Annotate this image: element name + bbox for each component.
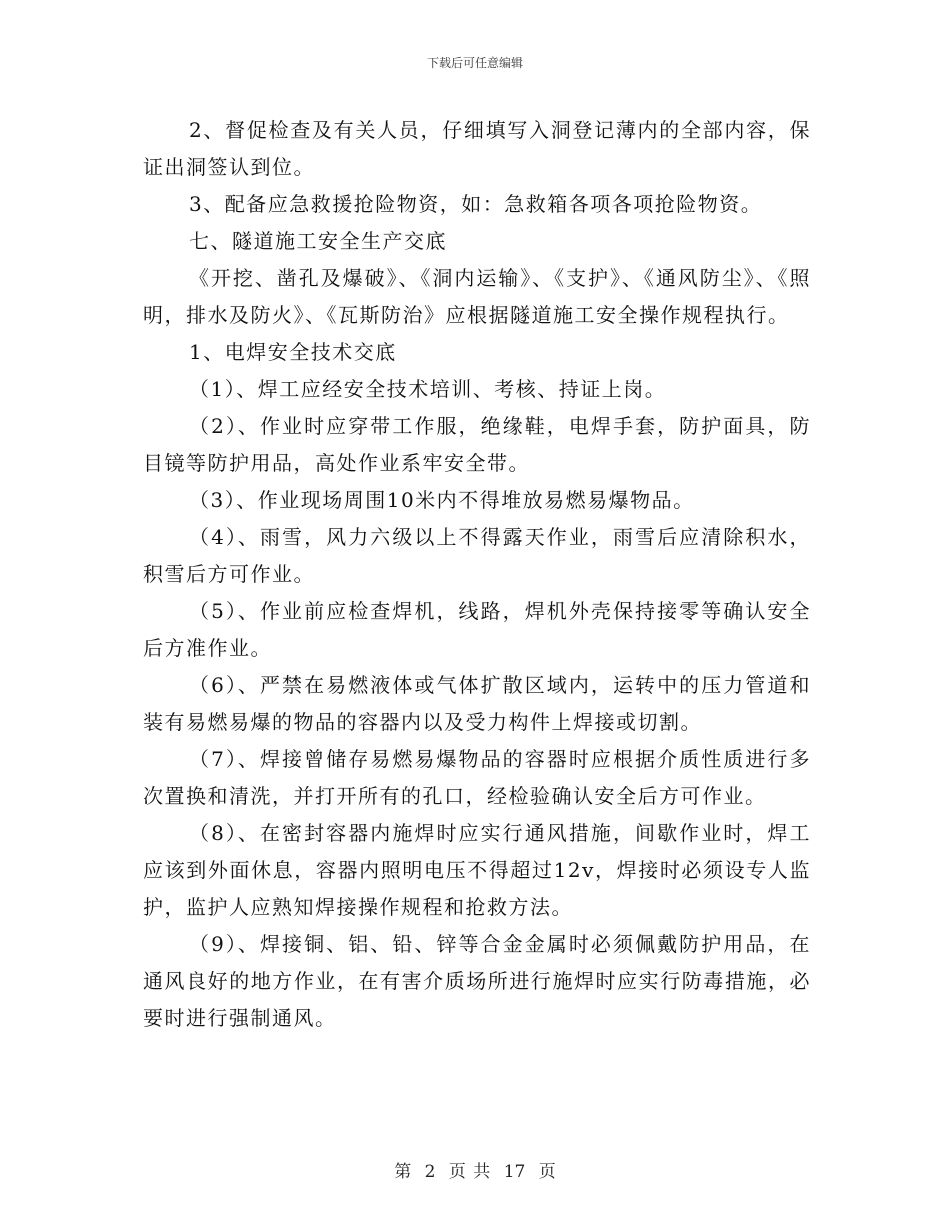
header-note: 下载后可任意编辑 [426, 56, 523, 70]
clause-5: （5）、作业前应检查焊机，线路，焊机外壳保持接零等确认安全后方准作业。 [143, 599, 811, 660]
clause-8: （8）、在密封容器内施焊时应实行通风措施，间歇作业时，焊工应该到外面休息，容器内照明电压不得超过12v，焊接时必须设专人监护，监护人应熟知焊接操作规程和抢救方法。 [143, 821, 811, 919]
document-body [143, 112, 811, 1037]
clause-7: （7）、焊接曾储存易燃易爆物品的容器时应根据介质性质进行多次置换和清洗，并打开所有的孔口，经检验确认安全后方可作业。 [143, 747, 811, 808]
clause-1: （1）、焊工应经安全技术培训、考核、持证上岗。 [189, 377, 667, 401]
current-page-number: 2 [424, 1162, 436, 1182]
subsection-heading-1: 1、电焊安全技术交底 [189, 340, 397, 364]
paragraph-item-2: 2、督促检查及有关人员，仔细填写入洞登记薄内的全部内容，保证出洞签认到位。 [143, 118, 811, 179]
footer-mid: 页 共 [448, 1162, 491, 1182]
clause-4: （4）、雨雪，风力六级以上不得露天作业，雨雪后应清除积水，积雪后方可作业。 [143, 525, 811, 586]
paragraph-item-3: 3、配备应急救援抢险物资，如：急救箱各项各项抢险物资。 [189, 192, 763, 216]
paragraph-regulations: 《开挖、凿孔及爆破》、《洞内运输》、《支护》、《通风防尘》、《照明，排水及防火》、《瓦斯防治》应根据隧道施工安全操作规程执行。 [143, 266, 811, 327]
total-page-count: 17 [503, 1162, 526, 1182]
page-footer [0, 1157, 950, 1182]
footer-prefix: 第 [394, 1162, 412, 1182]
section-heading-7: 七、隧道施工安全生产交底 [189, 229, 447, 253]
clause-6: （6）、严禁在易燃液体或气体扩散区域内，运转中的压力管道和装有易燃易爆的物品的容器内以及受力构件上焊接或切割。 [143, 673, 811, 734]
clause-2: （2）、作业时应穿带工作服，绝缘鞋，电焊手套，防护面具，防目镜等防护用品，高处作业系牢安全带。 [143, 414, 811, 475]
clause-3: （3）、作业现场周围10米内不得堆放易燃易爆物品。 [189, 488, 695, 512]
clause-9: （9）、焊接铜、铝、铅、锌等合金金属时必须佩戴防护用品，在通风良好的地方作业，在有害介质场所进行施焊时应实行防毒措施，必要时进行强制通风。 [143, 932, 811, 1030]
footer-suffix: 页 [538, 1162, 556, 1182]
